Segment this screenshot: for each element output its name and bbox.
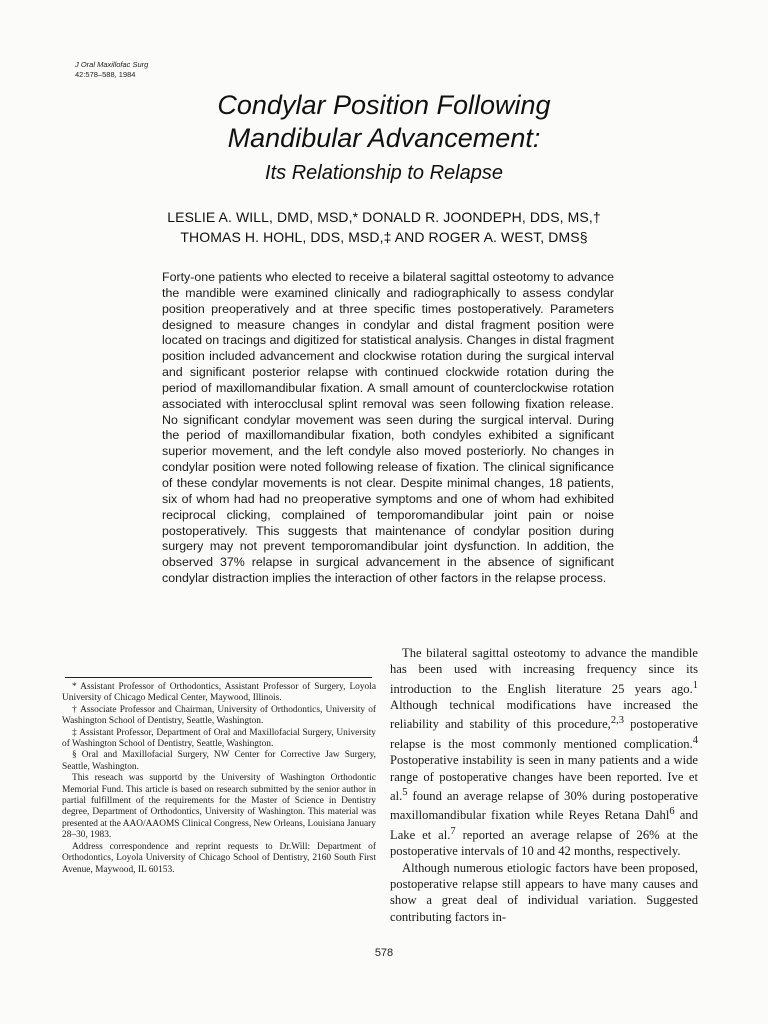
body-text-run: reported an average relapse of 26% at the postoperative intervals of 10 and 42 months, respectively. (390, 828, 698, 859)
footnote-correspondence: Address correspondence and reprint requests to Dr.Will: Department of Orthodontics, Loyola University of Chicago School of Dentistry, 2160 South First Avenue, Maywood, IL 60153. (62, 841, 376, 875)
body-text-run: and Lake et al. (390, 808, 698, 843)
footnote-author-4: § Oral and Maxillofacial Surgery, NW Center for Corrective Jaw Surgery, Seattle, Washington. (62, 750, 376, 772)
body-text-run: The bilateral sagittal osteotomy to advance the mandible has been used with increasing frequency since its introduction to the English literature 25 years ago. (390, 646, 698, 696)
reference-marker: 2,3 (610, 715, 624, 727)
author-list (0, 207, 768, 247)
reference-marker: 7 (450, 825, 456, 837)
body-paragraph-2: Although numerous etiologic factors have been proposed, postoperative relapse still appears to have many causes and show a great deal of individual variation. Suggested contributing factors in- (390, 860, 698, 924)
authors-line-2: THOMAS H. HOHL, DDS, MSD,‡ AND ROGER A. WEST, DMS§ (180, 229, 588, 245)
title-line-1: Condylar Position Following (217, 90, 551, 120)
article-title (0, 89, 768, 155)
footnotes (62, 682, 376, 876)
footnote-divider (65, 677, 372, 678)
reference-marker: 4 (692, 734, 698, 746)
reference-marker: 6 (669, 806, 675, 818)
body-paragraph-1 (390, 645, 698, 860)
reference-marker: 5 (402, 786, 408, 798)
footnote-author-2: † Associate Professor and Chairman, University of Orthodontics, University of Washington School of Dentistry, Seattle, Washington. (62, 704, 376, 727)
authors-line-1: LESLIE A. WILL, DMD, MSD,* DONALD R. JOONDEPH, DDS, MS,† (167, 209, 601, 225)
page-number: 578 (374, 947, 394, 959)
footnote-author-3: ‡ Assistant Professor, Department of Oral and Maxillofacial Surgery, University of Washington School of Dentistry, Seattle, Washington. (62, 727, 376, 750)
journal-citation (75, 60, 148, 80)
body-text (390, 645, 698, 925)
footnote-funding: This reseach was supportd by the University of Washington Orthodontic Memorial Fund. This article is based on research submitted by the senior author in partial fulfillment of the requirements for the Master of Science in Dentistry degree, Department of Orthodontics, University of Washington. This material was presented at the AAO/AAOMS Clinical Congress, New Orleans, Louisiana January 28–30, 1983. (62, 773, 376, 841)
journal-volume: 42:578–588, 1984 (75, 70, 136, 79)
journal-name: J Oral Maxillofac Surg (75, 60, 149, 69)
body-text-run: Postoperative instability is seen in many patients and a wide range of postoperative changes have been reported. Ive et al. (390, 753, 698, 804)
reference-marker: 1 (692, 679, 698, 691)
body-text-run: found an average relapse of 30% during postoperative maxillomandibular fixation while Reyes Retana Dahl (390, 789, 698, 823)
title-line-2: Mandibular Advancement: (227, 123, 541, 153)
abstract: Forty-one patients who elected to receive a bilateral sagittal osteotomy to advance the mandible were examined clinically and radiographically to assess condylar position preoperatively and at three specific times postoperatively. Parameters designed to measure changes in condylar and distal fragment position were located on tracings and digitized for statistical analysis. Changes in distal fragment position included advancement and clockwise rotation during the surgical interval and significant posterior relapse with continued clockwide rotation during the period of maxillomandibular fixation. A small amount of counterclockwise rotation associated with interocclusal splint removal was seen following fixation release. No significant condylar movement was seen during the surgical interval. During the period of maxillomandibular fixation, both condyles exhibited a significant superior movement, and the left condyle also moved posteriorly. No changes in condylar position were noted following release of fixation. The clinical significance of these condylar movements is not clear. Despite minimal changes, 18 patients, six of whom had had no preoperative symptoms and one of whom had exhibited reciprocal clicking, complained of temporomandibular joint pain or noise postoperatively. This suggests that maintenance of condylar position during surgery may not prevent temporomandibular joint dysfunction. In addition, the observed 37% relapse in surgical advancement in the absence of significant condylar distraction implies the interaction of other factors in the relapse process. (162, 270, 614, 586)
body-text-run: Although technical modifications have increased the reliability and stability of this procedure, (390, 698, 698, 732)
footnote-author-1: * Assistant Professor of Orthodontics, Assistant Professor of Surgery, Loyola University of Chicago Medical Center, Maywood, Illinois. (62, 682, 376, 704)
body-text-run: postoperative relapse is the most commonly mentioned complication. (390, 717, 698, 752)
article-subtitle: Its Relationship to Relapse (265, 162, 503, 184)
